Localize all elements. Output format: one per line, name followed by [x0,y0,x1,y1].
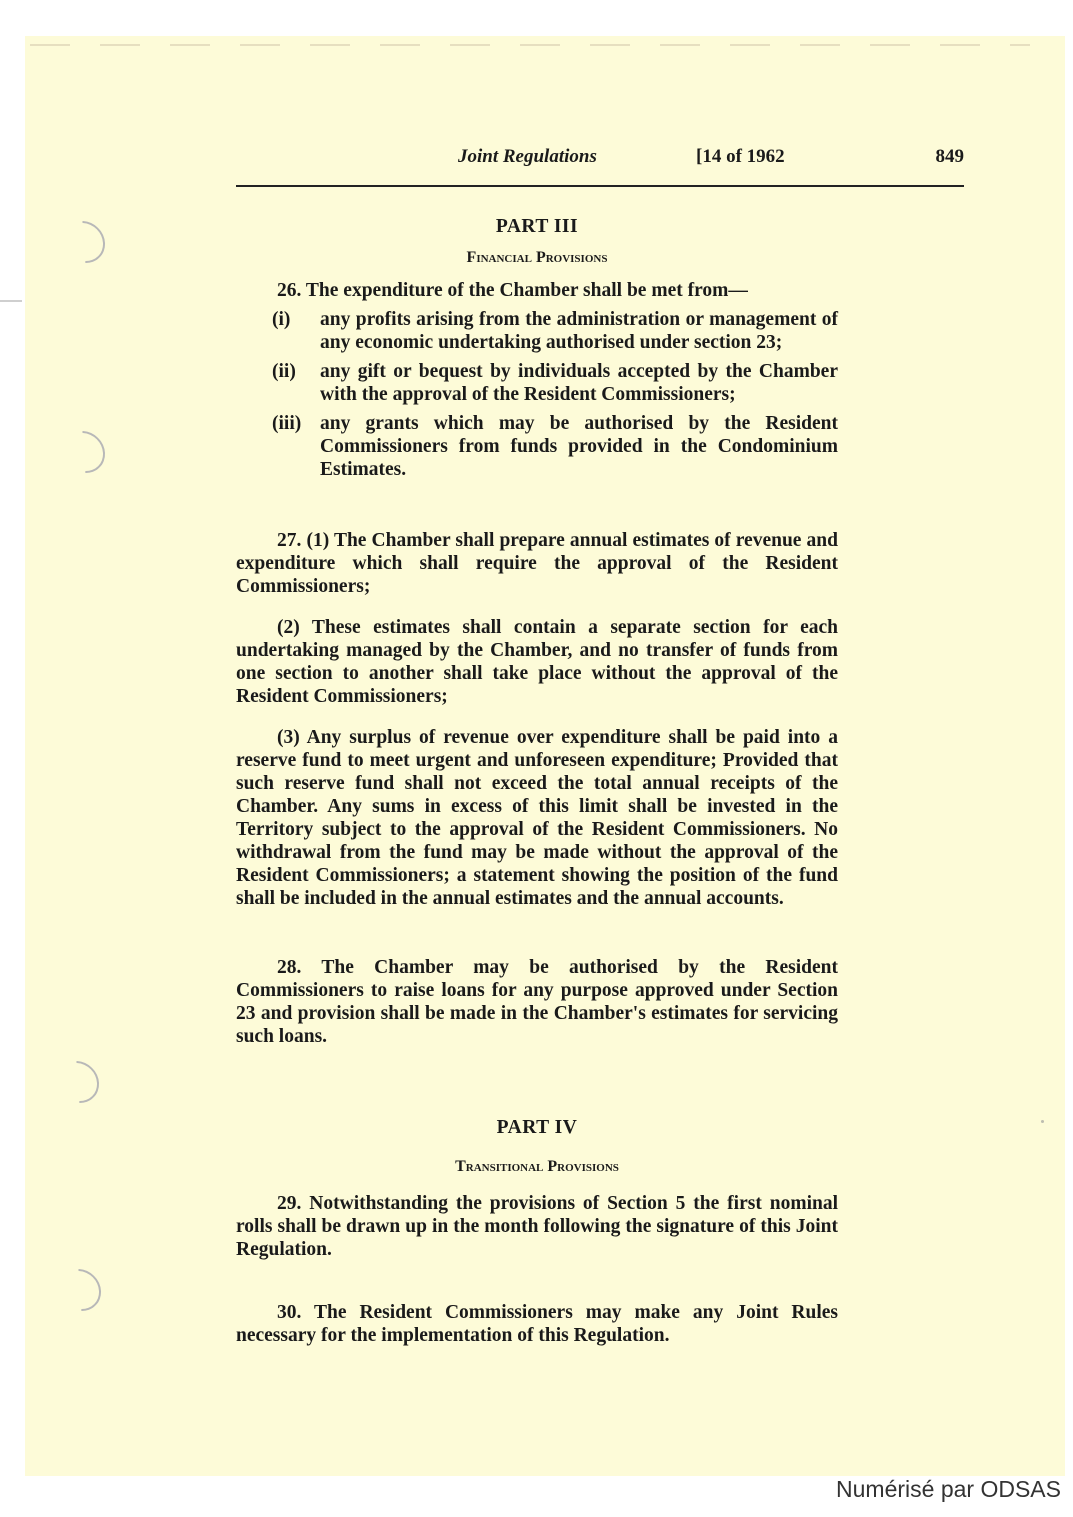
page-number: 849 [935,146,964,167]
section-text: The expenditure of the Chamber shall be met from— [305,280,748,301]
part-subheading: Transitional Provisions [455,1158,619,1175]
section-27-1 [236,529,838,598]
section-27-3: (3) Any surplus of revenue over expenditure shall be paid into a reserve fund to meet urgent and unforeseen expenditure; Provided that such reserve fund shall not exceed the total annual receipts of the Chamber. Any sums in excess of this limit shall be invested in the Territory subject to the approval of the Resident Commissioners. No withdrawal from the fund may be made without the approval of the Resident Commissioners; a statement showing the position of the fund shall be included in the annual estimates and the annual accounts. [236,727,838,909]
section-26 [236,279,838,302]
header-title: Joint Regulations [458,146,597,167]
section-number: 26. [277,280,302,301]
header-rule [236,185,964,187]
header-reference: [14 of 1962 [696,146,785,167]
section-27-2: (2) These estimates shall contain a separate section for each undertaking managed by the Chamber, and no transfer of funds from one section to another shall take place without the approval of the Resident Commissioners; [236,617,838,707]
running-header [236,146,964,172]
digitization-credit: Numérisé par ODSAS [836,1476,1061,1502]
list-item-text: any gift or bequest by individuals accepted by the Chamber with the approval of the Resident Commissioners; [320,361,838,405]
list-item [236,308,838,354]
section-30 [236,1301,838,1347]
part-subheading: Financial Provisions [466,249,608,266]
scan-top-edge [30,44,1030,46]
section-28 [236,956,838,1048]
list-item-label: (ii) [272,361,296,382]
scan-speck [1041,1120,1044,1123]
part-heading: PART IV [496,1117,578,1138]
document-body [236,215,838,1347]
section-number: 28. [277,957,302,978]
section-number: 29. [277,1193,302,1214]
section-text: Notwithstanding the provisions of Section 5 the first nominal rolls shall be drawn up in the month following the signature of this Joint Regulation. [236,1193,839,1260]
part-heading: PART III [495,216,579,237]
section-number: 27. [277,530,302,551]
list-item-label: (i) [272,309,291,330]
section-text: The Resident Commissioners may make any Joint Rules necessary for the implementation of this Regulation. [236,1302,838,1346]
scan-edge-mark [0,300,22,302]
list-item [236,360,838,406]
list-item [236,412,838,481]
list-item-text: any profits arising from the administration or management of any economic undertaking authorised under section 23; [320,309,838,353]
list-item-text: any grants which may be authorised by the Resident Commissioners from funds provided in the Condominium Estimates. [320,413,838,480]
section-text: The Chamber may be authorised by the Resident Commissioners to raise loans for any purpose approved under Section 23 and provision shall be made in the Chamber's estimates for servicing such loans. [236,957,838,1047]
list-item-label: (iii) [272,413,302,434]
section-29 [236,1192,838,1261]
section-number: 30. [277,1302,302,1323]
section-text: (1) The Chamber shall prepare annual estimates of revenue and expenditure which shall require the approval of the Resident Commissioners; [236,530,838,597]
